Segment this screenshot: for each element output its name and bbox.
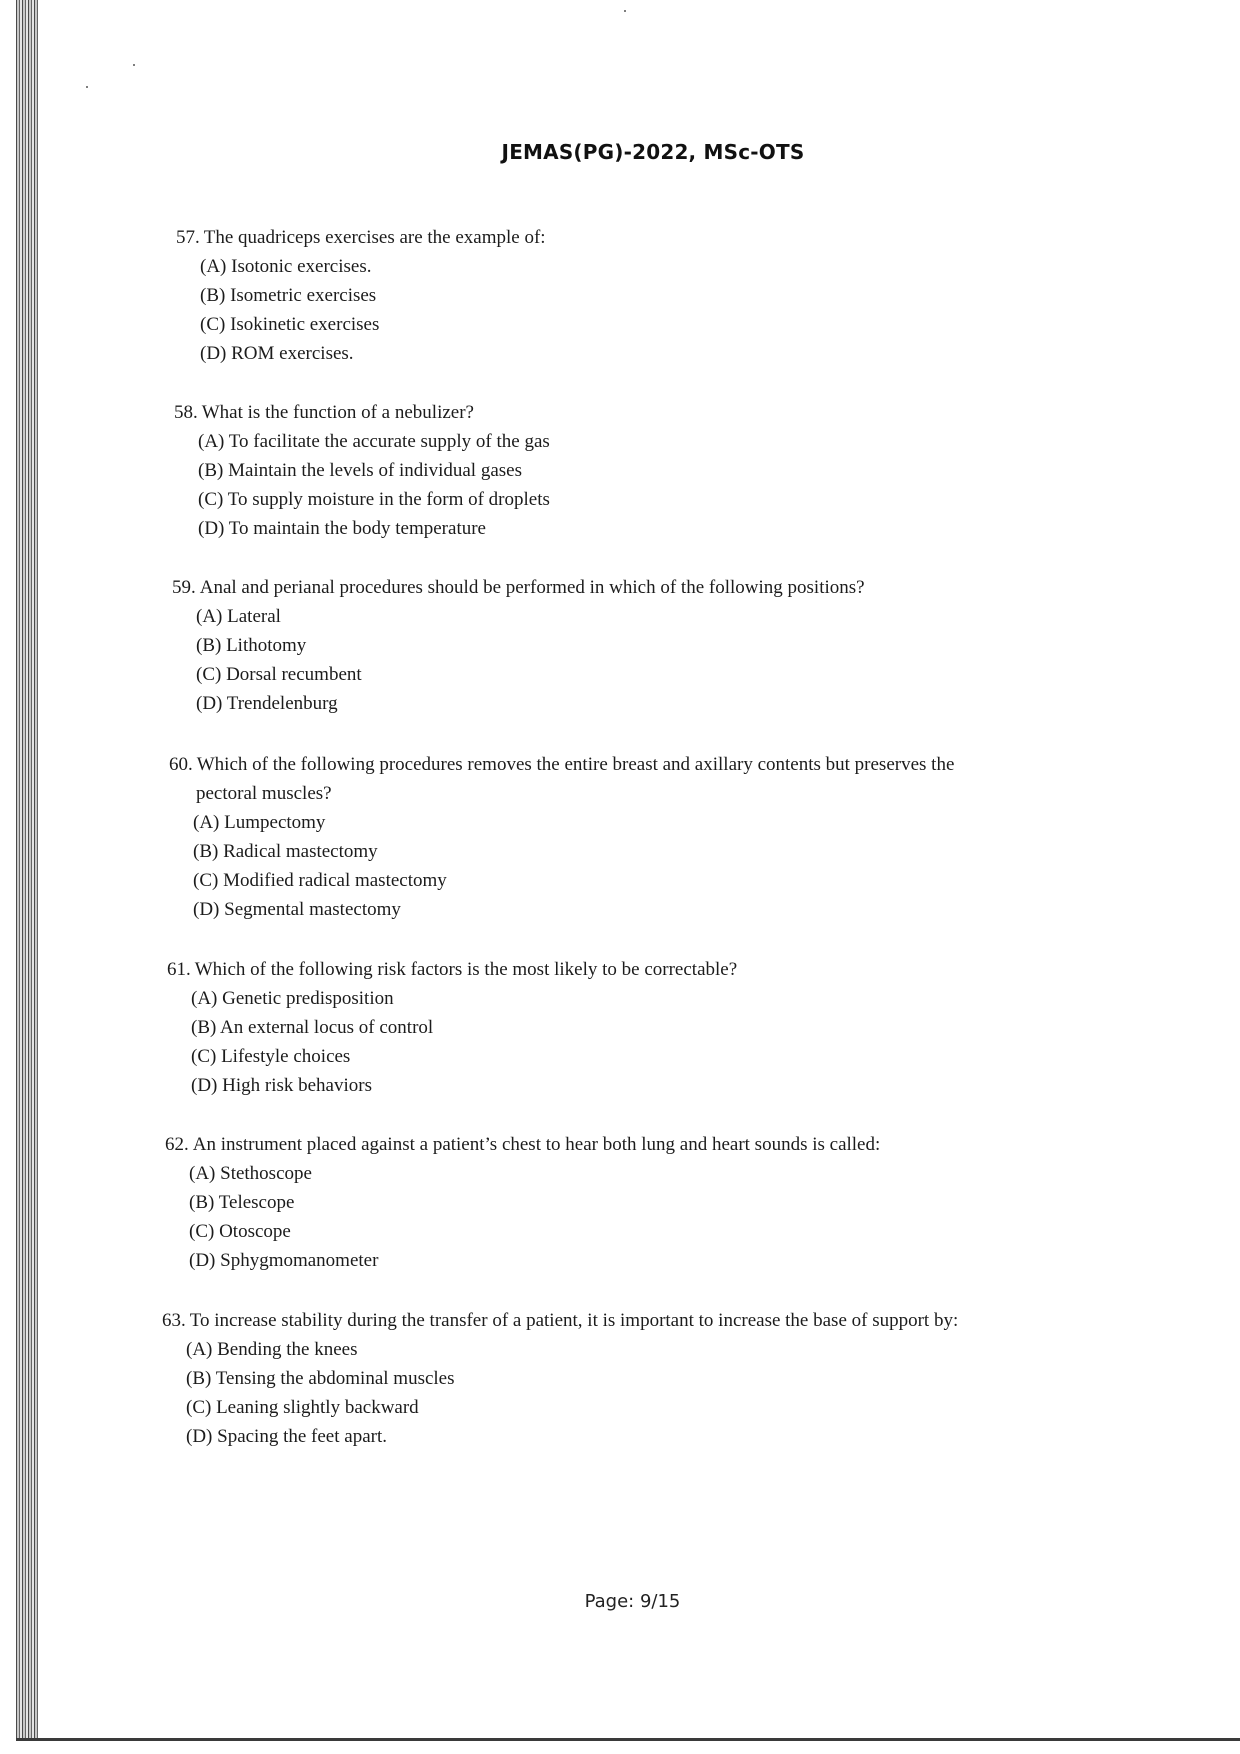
option-c: (C) Isokinetic exercises	[200, 314, 380, 335]
option-b: (B) Radical mastectomy	[193, 841, 378, 862]
option-a: (A) Lateral	[196, 606, 281, 627]
scan-binding-edge	[16, 0, 38, 1740]
scan-speck	[133, 64, 135, 66]
option-d: (D) To maintain the body temperature	[198, 518, 486, 539]
question-stem: Anal and perianal procedures should be performed in which of the following positions?	[199, 577, 865, 598]
question-text	[172, 573, 865, 602]
option-d: (D) High risk behaviors	[191, 1075, 372, 1096]
option-c: (C) Dorsal recumbent	[196, 664, 362, 685]
question-62	[165, 1130, 880, 1275]
question-number: 59.	[172, 577, 196, 598]
option-a: (A) Genetic predisposition	[191, 988, 394, 1009]
option-d: (D) ROM exercises.	[200, 343, 354, 364]
question-stem: To increase stability during the transfer of a patient, it is important to increase the base of support by:	[189, 1310, 959, 1331]
question-number: 60.	[169, 754, 193, 775]
question-58	[174, 398, 550, 543]
option-a: (A) Lumpectomy	[193, 812, 326, 833]
question-text	[162, 1306, 958, 1335]
option-c: (C) To supply moisture in the form of droplets	[198, 489, 550, 510]
scan-bottom-edge	[16, 1738, 1240, 1741]
question-number: 63.	[162, 1310, 186, 1331]
question-stem: Which of the following procedures removes the entire breast and axillary contents but preserves the	[196, 754, 955, 775]
question-stem: The quadriceps exercises are the example of:	[203, 227, 546, 248]
option-c: (C) Modified radical mastectomy	[193, 870, 447, 891]
option-c: (C) Lifestyle choices	[191, 1046, 351, 1067]
question-text	[169, 750, 954, 779]
question-number: 61.	[167, 959, 191, 980]
question-stem: An instrument placed against a patient’s chest to hear both lung and heart sounds is called:	[192, 1134, 881, 1155]
option-b: (B) Isometric exercises	[200, 285, 377, 306]
question-59	[172, 573, 865, 718]
question-61	[167, 955, 737, 1100]
option-d: (D) Segmental mastectomy	[193, 899, 401, 920]
question-text	[165, 1130, 880, 1159]
question-stem: What is the function of a nebulizer?	[201, 402, 474, 423]
question-number: 58.	[174, 402, 198, 423]
option-a: (A) Stethoscope	[189, 1163, 312, 1184]
page-title: JEMAS(PG)-2022, MSc-OTS	[501, 140, 805, 164]
question-stem: Which of the following risk factors is the most likely to be correctable?	[194, 959, 738, 980]
option-a: (A) Bending the knees	[186, 1339, 358, 1360]
question-text	[167, 955, 737, 984]
option-d: (D) Spacing the feet apart.	[186, 1426, 387, 1447]
option-d: (D) Trendelenburg	[196, 693, 338, 714]
option-b: (B) Tensing the abdominal muscles	[186, 1368, 455, 1389]
option-b: (B) Telescope	[189, 1192, 295, 1213]
option-b: (B) Lithotomy	[196, 635, 307, 656]
question-stem-continued: pectoral muscles?	[196, 783, 332, 804]
question-number: 62.	[165, 1134, 189, 1155]
question-63	[162, 1306, 958, 1451]
question-number: 57.	[176, 227, 200, 248]
question-57	[176, 223, 546, 368]
option-a: (A) To facilitate the accurate supply of the gas	[198, 431, 550, 452]
option-c: (C) Leaning slightly backward	[186, 1397, 419, 1418]
option-b: (B) Maintain the levels of individual gases	[198, 460, 522, 481]
option-d: (D) Sphygmomanometer	[189, 1250, 379, 1271]
question-60	[169, 750, 954, 924]
question-text	[176, 223, 546, 252]
option-c: (C) Otoscope	[189, 1221, 291, 1242]
scan-speck	[624, 10, 626, 12]
scan-speck	[86, 86, 88, 88]
option-a: (A) Isotonic exercises.	[200, 256, 372, 277]
page-number: Page: 9/15	[584, 1591, 681, 1612]
option-b: (B) An external locus of control	[191, 1017, 434, 1038]
question-text	[174, 398, 550, 427]
